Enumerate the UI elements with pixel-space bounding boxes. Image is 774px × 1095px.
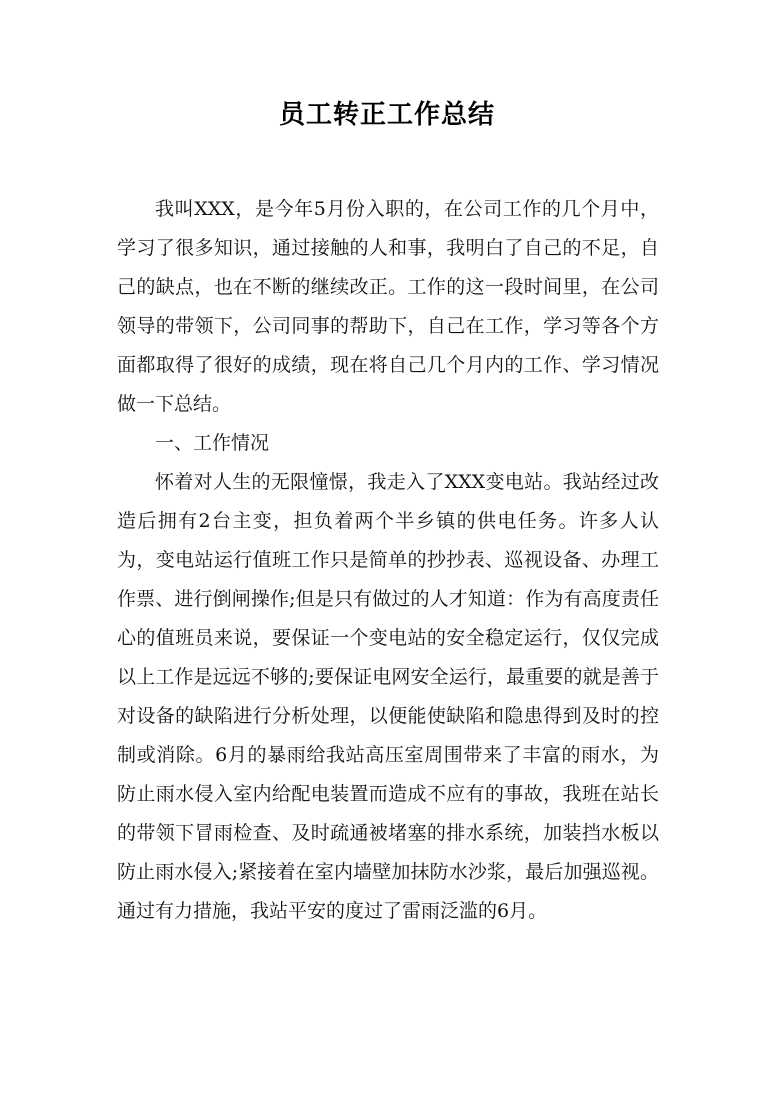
document-title: 员工转正工作总结 (278, 100, 495, 130)
document-body (117, 190, 659, 931)
paragraph-intro: 我叫XXX，是今年5月份入职的，在公司工作的几个月中，学习了很多知识，通过接触的人和事，我明白了自己的不足，自己的缺点，也在不断的继续改正。工作的这一段时间里，在公司领导的带领下，公司同事的帮助下，自己在工作，学习等各个方面都取得了很好的成绩，现在将自己几个月内的工作、学习情况做一下总结。 (117, 198, 659, 415)
section-heading-work: 一、工作情况 (155, 432, 270, 454)
paragraph-work-situation: 怀着对人生的无限憧憬，我走入了XXX变电站。我站经过改造后拥有2台主变，担负着两个半乡镇的供电任务。许多人认为，变电站运行值班工作只是简单的抄抄表、巡视设备、办理工作票、进行倒闸操作;但是只有做过的人才知道：作为有高度责任心的值班员来说，要保证一个变电站的安全稳定运行，仅仅完成以上工作是远远不够的;要保证电网安全运行，最重要的就是善于对设备的缺陷进行分析处理，以便能使缺陷和隐患得到及时的控制或消除。6月的暴雨给我站高压室周围带来了丰富的雨水，为防止雨水侵入室内给配电装置而造成不应有的事故，我班在站长的带领下冒雨检查、及时疏通被堵塞的排水系统，加装挡水板以防止雨水侵入;紧接着在室内墙壁加抹防水沙浆，最后加强巡视。通过有力措施，我站平安的度过了雷雨泛滥的6月。 (117, 471, 659, 922)
